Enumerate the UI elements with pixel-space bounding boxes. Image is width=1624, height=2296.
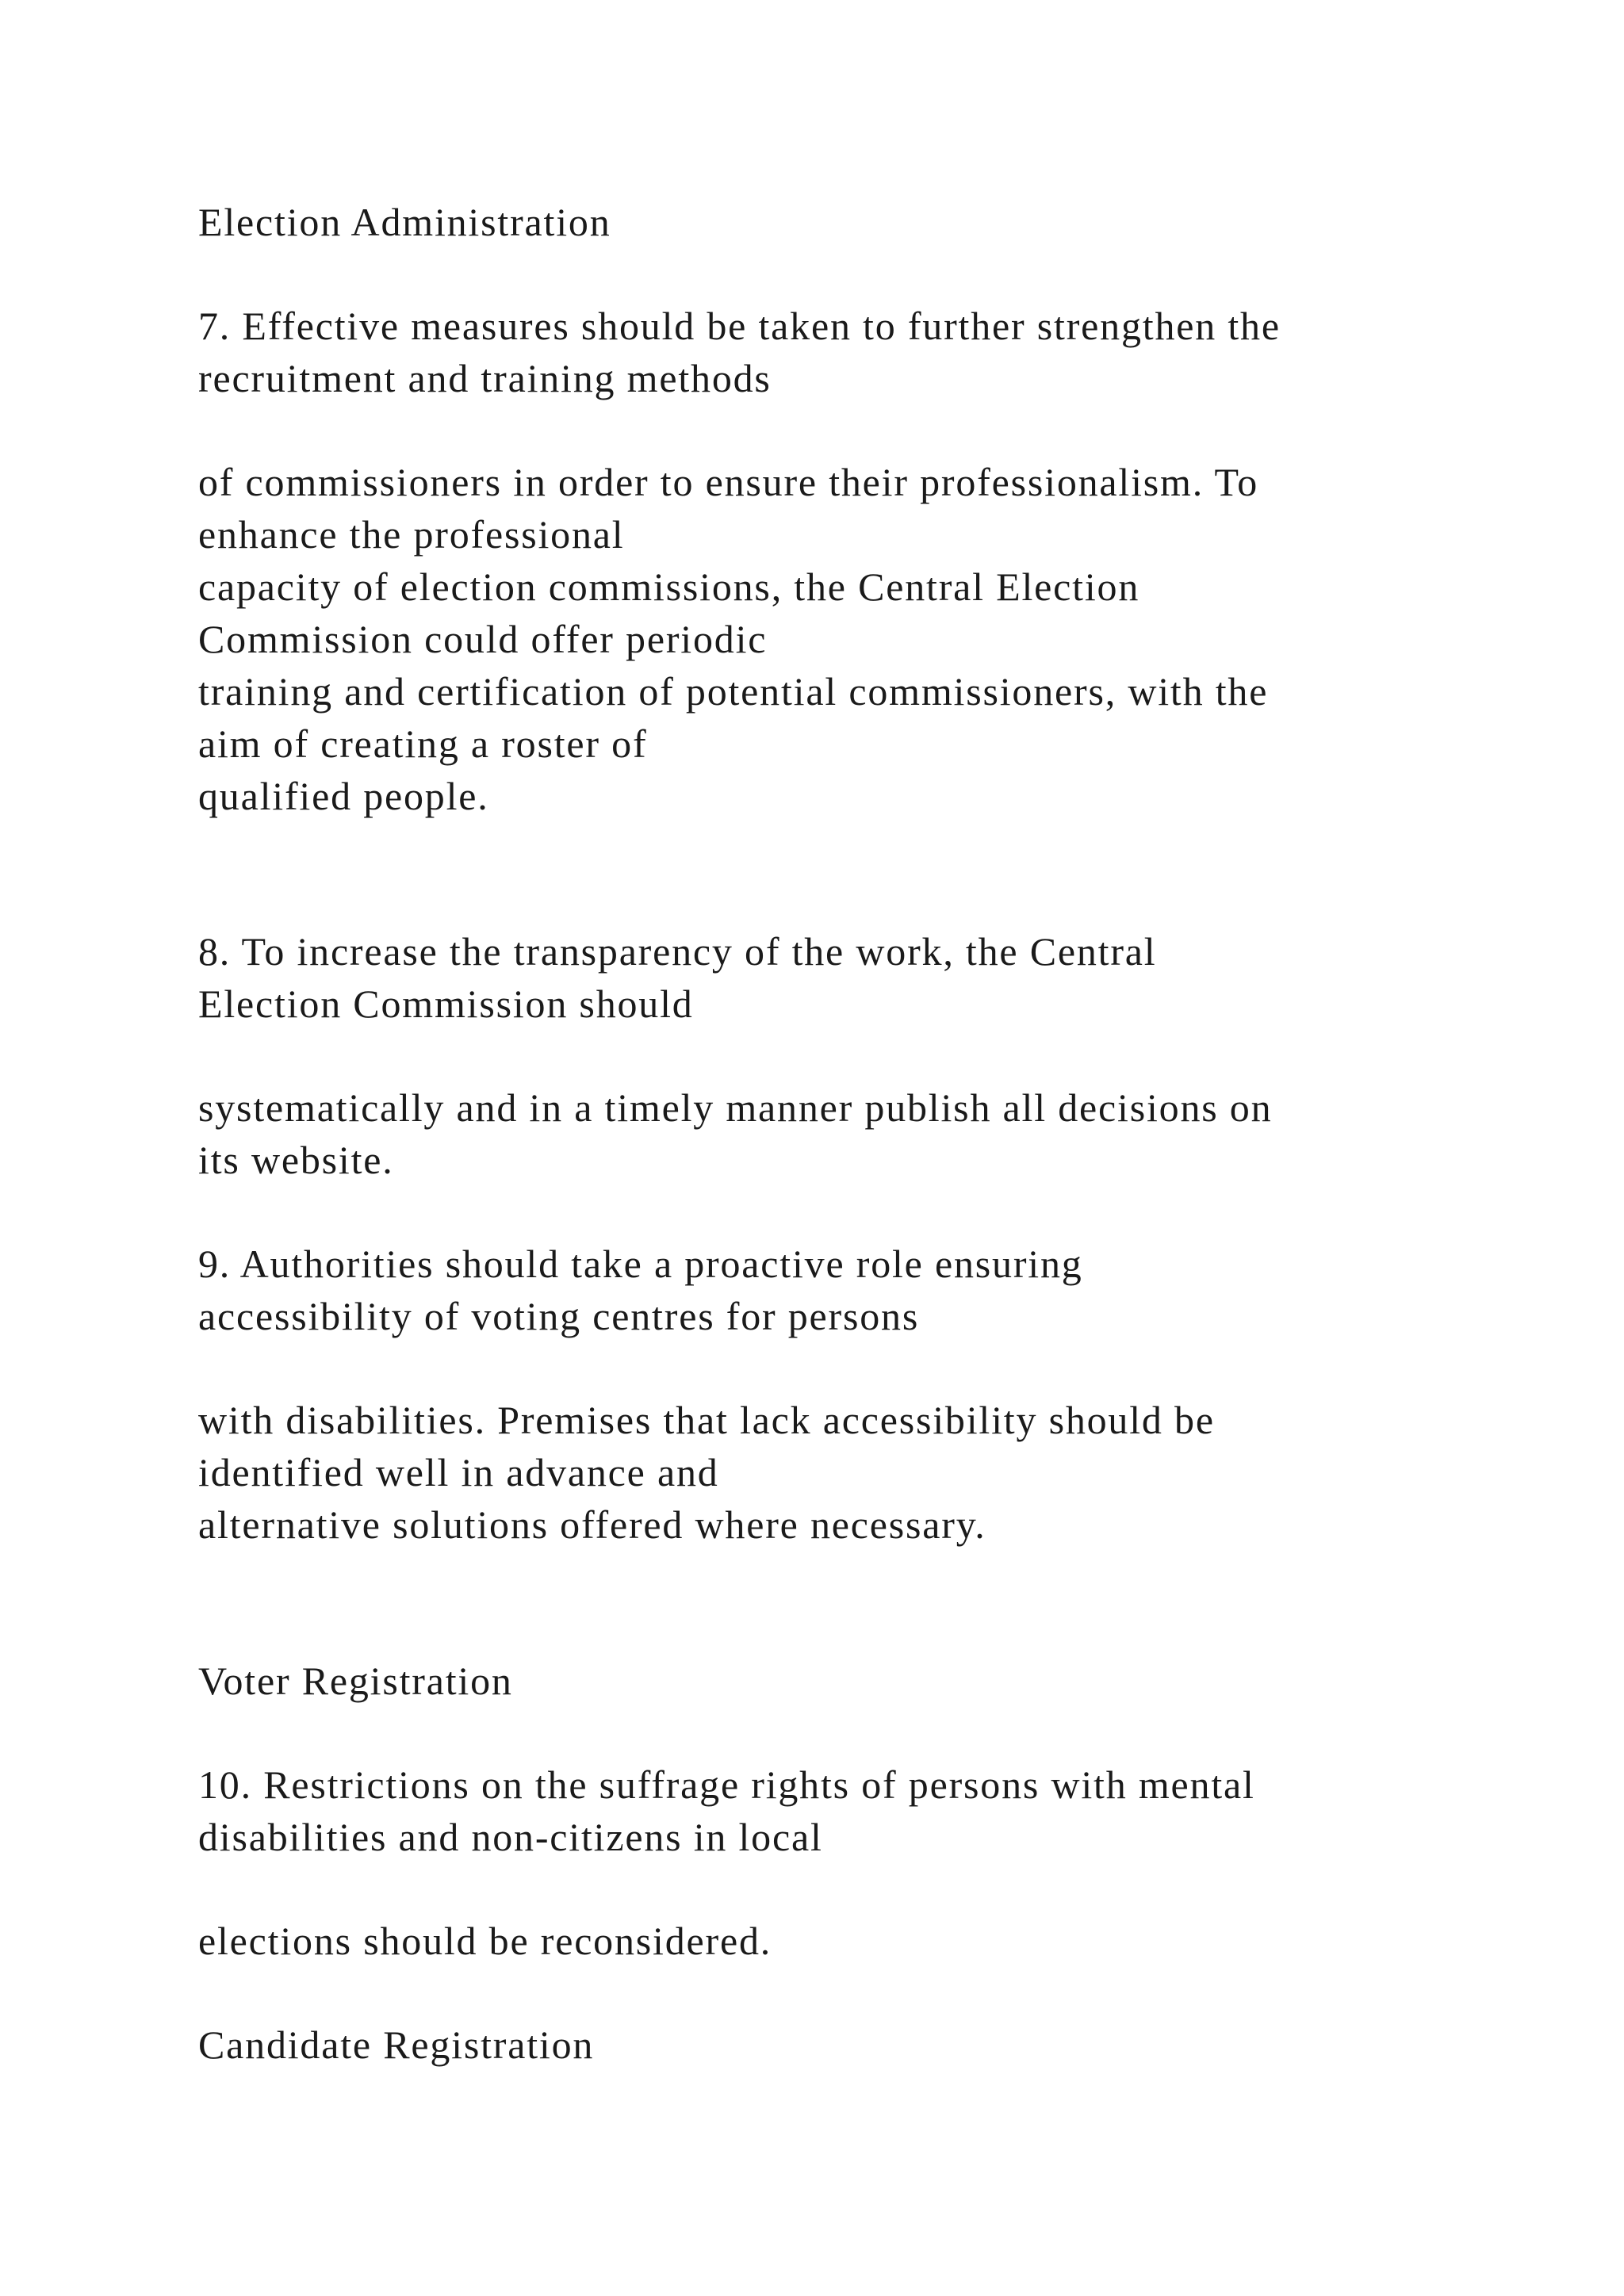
section-heading-candidate-registration: Candidate Registration bbox=[198, 2022, 595, 2067]
paragraph-8-line: Election Commission should bbox=[198, 982, 694, 1026]
paragraph-8-line: systematically and in a timely manner publish all decisions on bbox=[198, 1085, 1273, 1130]
paragraph-7-line: Commission could offer periodic bbox=[198, 617, 768, 661]
paragraph-9-line: 9. Authorities should take a proactive role ensuring bbox=[198, 1242, 1083, 1286]
paragraph-9-line: identified well in advance and bbox=[198, 1450, 719, 1494]
section-heading-election-administration: Election Administration bbox=[198, 200, 611, 244]
paragraph-10-line: elections should be reconsidered. bbox=[198, 1919, 772, 1963]
paragraph-7-line: of commissioners in order to ensure their professionalism. To bbox=[198, 460, 1259, 504]
paragraph-7-line: enhance the professional bbox=[198, 512, 625, 557]
paragraph-7-line: recruitment and training methods bbox=[198, 356, 772, 400]
paragraph-7-line: capacity of election commissions, the Central Election bbox=[198, 564, 1140, 609]
paragraph-9-line: with disabilities. Premises that lack accessibility should be bbox=[198, 1398, 1215, 1442]
paragraph-7-line: aim of creating a roster of bbox=[198, 721, 648, 766]
paragraph-10-line: 10. Restrictions on the suffrage rights of persons with mental bbox=[198, 1762, 1255, 1807]
paragraph-10-line: disabilities and non-citizens in local bbox=[198, 1815, 823, 1859]
paragraph-8-line: its website. bbox=[198, 1138, 394, 1182]
paragraph-9-line: accessibility of voting centres for persons bbox=[198, 1294, 920, 1338]
paragraph-7-line: training and certification of potential commissioners, with the bbox=[198, 669, 1269, 714]
paragraph-7-line: qualified people. bbox=[198, 774, 489, 818]
paragraph-7-line: 7. Effective measures should be taken to further strengthen the bbox=[198, 304, 1281, 348]
paragraph-8-line: 8. To increase the transparency of the work, the Central bbox=[198, 929, 1157, 974]
paragraph-9-line: alternative solutions offered where necessary. bbox=[198, 1502, 986, 1547]
section-heading-voter-registration: Voter Registration bbox=[198, 1659, 513, 1703]
